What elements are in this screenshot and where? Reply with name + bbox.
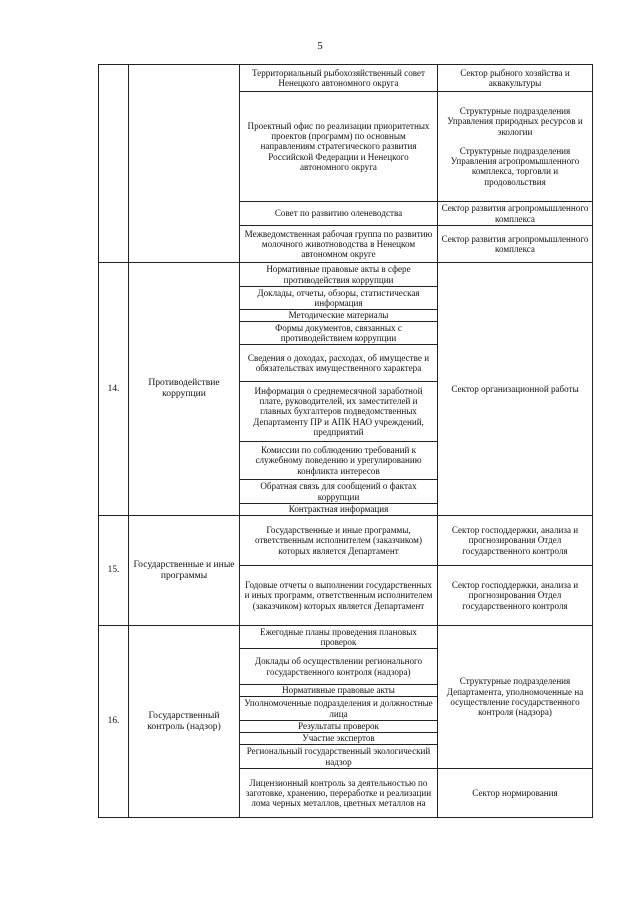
table-row — [99, 516, 593, 566]
section-title: Государственный контроль (надзор) — [129, 626, 240, 818]
material-cell: Уполномоченные подразделения и должностные лица — [240, 697, 438, 721]
section-number: 15. — [99, 516, 129, 626]
information-table — [98, 64, 593, 818]
responsible-cell: Структурные подразделения Департамента, уполномоченные на осуществление государственного контроля (надзора) — [438, 626, 593, 769]
material-cell: Региональный государственный экологический надзор — [240, 745, 438, 769]
material-cell: Нормативные правовые акты — [240, 685, 438, 697]
material-cell: Участие экспертов — [240, 733, 438, 745]
responsible-cell: Сектор господдержки, анализа и прогнозирования Отдел государственного контроля — [438, 516, 593, 566]
material-cell: Проектный офис по реализации приоритетных проектов (программ) по основным направлениям стратегического развития Российской Федерации и Ненецкого автономного округа — [240, 92, 438, 202]
material-cell: Межведомственная рабочая группа по развитию молочного животноводства в Ненецком автономном округе — [240, 226, 438, 263]
responsible-cell: Сектор рыбного хозяйства и аквакультуры — [438, 65, 593, 92]
table-row — [99, 263, 593, 287]
material-cell: Государственные и иные программы, ответственным исполнителем (заказчиком) которых является Департамент — [240, 516, 438, 566]
material-cell: Территориальный рыбохозяйственный совет Ненецкого автономного округа — [240, 65, 438, 92]
page-number: 5 — [317, 40, 323, 52]
table-row — [99, 65, 593, 92]
responsible-cell — [438, 92, 593, 202]
material-cell: Доклады об осуществлении регионального государственного контроля (надзора) — [240, 649, 438, 685]
material-cell: Нормативные правовые акты в сфере противодействия коррупции — [240, 263, 438, 287]
section-number: 14. — [99, 263, 129, 516]
material-cell: Формы документов, связанных с противодействием коррупции — [240, 322, 438, 345]
material-cell: Лицензионный контроль за деятельностью по заготовке, хранению, переработке и реализации лома черных металлов, цветных металлов на — [240, 769, 438, 818]
section-cell — [129, 65, 240, 263]
responsible-part: Структурные подразделения Управления природных ресурсов и экологии — [447, 106, 583, 137]
section-title: Государственные и иные программы — [129, 516, 240, 626]
responsible-cell: Сектор господдержки, анализа и прогнозирования Отдел государственного контроля — [438, 566, 593, 626]
material-cell: Обратная связь для сообщений о фактах коррупции — [240, 480, 438, 504]
responsible-cell: Сектор организационной работы — [438, 263, 593, 516]
material-cell: Совет по развитию оленеводства — [240, 202, 438, 226]
material-cell: Контрактная информация — [240, 504, 438, 516]
table-row — [99, 626, 593, 649]
material-cell: Сведения о доходах, расходах, об имуществе и обязательствах имущественного характера — [240, 345, 438, 382]
material-cell: Информация о среднемесячной заработной плате, руководителей, их заместителей и главных бухгалтеров подведомственных Департаменту ПР и АПК НАО учреждений, предприятий — [240, 382, 438, 442]
material-cell: Комиссии по соблюдению требований к служебному поведению и урегулированию конфликта интересов — [240, 442, 438, 480]
material-cell: Методические материалы — [240, 310, 438, 322]
responsible-cell: Сектор развития агропромышленного комплекса — [438, 226, 593, 263]
material-cell: Годовые отчеты о выполнении государственных и иных программ, ответственным исполнителем (заказчиком) которых является Департамент — [240, 566, 438, 626]
material-cell: Ежегодные планы проведения плановых проверок — [240, 626, 438, 649]
number-cell — [99, 65, 129, 263]
responsible-cell: Сектор нормирования — [438, 769, 593, 818]
responsible-part: Структурные подразделения Управления агропромышленного комплекса, торговли и продовольствия — [450, 145, 580, 187]
section-number: 16. — [99, 626, 129, 818]
material-cell: Доклады, отчеты, обзоры, статистическая информация — [240, 287, 438, 310]
responsible-cell: Сектор развития агропромышленного комплекса — [438, 202, 593, 226]
section-title: Противодействие коррупции — [129, 263, 240, 516]
material-cell: Результаты проверок — [240, 721, 438, 733]
